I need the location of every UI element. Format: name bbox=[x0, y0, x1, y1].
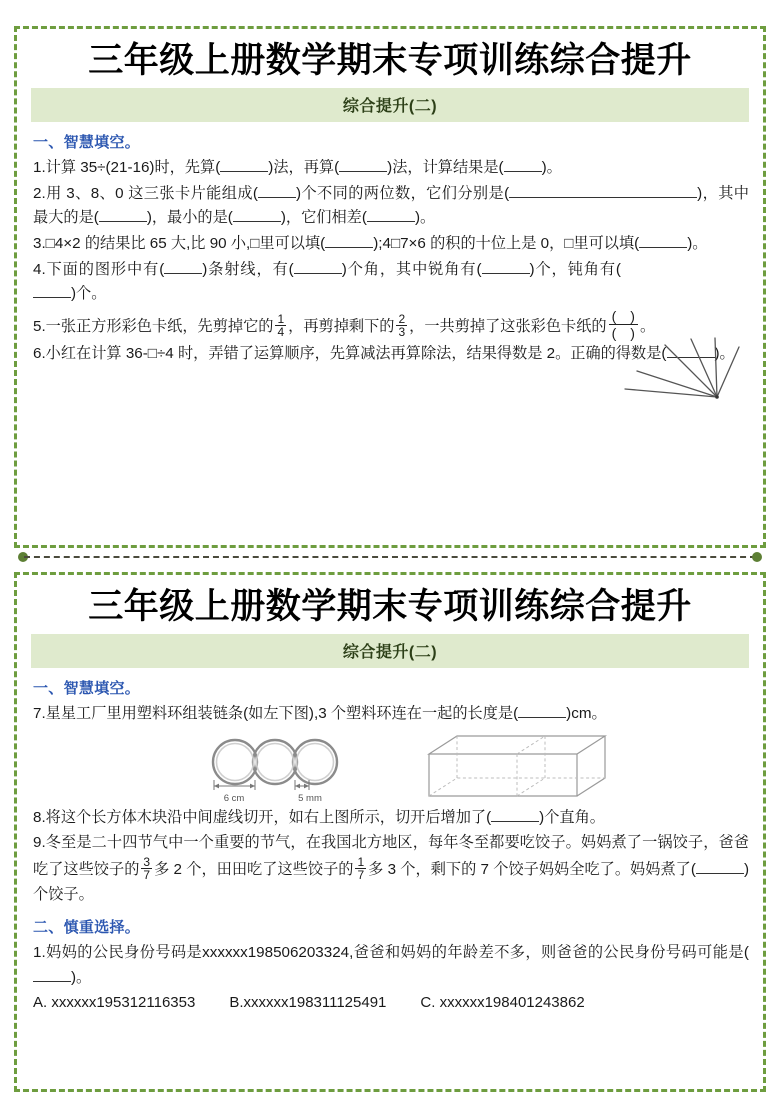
answer-blank[interactable] bbox=[33, 981, 71, 982]
answer-blank[interactable] bbox=[639, 247, 687, 248]
choice-question-1 bbox=[33, 941, 749, 990]
question-2-part-1: 2.用 3、8、0 这三张卡片能组成( bbox=[33, 184, 258, 202]
question-8 bbox=[33, 806, 749, 831]
question-5-part-2: ，再剪掉剩下的 bbox=[288, 318, 395, 336]
question-9-part-2: 多 2 个，田田吃了这些饺子的 bbox=[154, 860, 354, 878]
question-1-part-1: 1.计算 35÷(21-16)时，先算( bbox=[33, 159, 221, 177]
question-5-part-3: ，一共剪掉了这张彩色卡纸的 bbox=[409, 318, 607, 336]
answer-fraction-blank[interactable]: $\frac{( )}{( )}$ bbox=[609, 308, 638, 341]
worksheet-page-1 bbox=[14, 26, 766, 548]
cuboid-diagram-icon bbox=[417, 732, 617, 804]
choice-question-1-part-2: )。 bbox=[71, 968, 92, 986]
choice-option-a[interactable]: A. xxxxxx195312116353 bbox=[33, 994, 196, 1012]
answer-blank[interactable] bbox=[482, 273, 530, 274]
question-2-part-5: )，它们相差( bbox=[280, 209, 367, 227]
answer-blank[interactable] bbox=[339, 171, 387, 172]
question-6-part-2: )。 bbox=[714, 345, 735, 363]
answer-blank[interactable] bbox=[504, 171, 542, 172]
answer-blank[interactable] bbox=[696, 873, 744, 874]
page-title: 三年级上册数学期末专项训练综合提升 bbox=[88, 587, 692, 626]
answer-blank[interactable] bbox=[325, 247, 373, 248]
question-7-figures bbox=[31, 728, 749, 806]
answer-blank[interactable] bbox=[491, 821, 539, 822]
fraction-one-seventh: $\frac{1}{7}$ bbox=[357, 855, 365, 883]
rings-label-left: 6 cm bbox=[223, 792, 245, 804]
question-1 bbox=[33, 156, 749, 181]
answer-blank[interactable] bbox=[518, 717, 566, 718]
vertex-dot bbox=[715, 395, 719, 399]
question-9-part-1: 9.冬至是二十四节气中一个重要的节气，在我国北方地区，每年冬至都要吃饺子。妈妈煮了一锅饺子，爸爸吃了这些饺子的 bbox=[33, 834, 749, 878]
page-separator bbox=[18, 552, 762, 562]
question-2-part-3: )，其中最大的是( bbox=[33, 184, 749, 227]
question-4-part-4: )个，钝角有( bbox=[529, 260, 621, 278]
answer-blank[interactable] bbox=[367, 221, 415, 222]
rings-label-right: 5 mm bbox=[298, 792, 322, 804]
question-8-part-2: )个直角。 bbox=[539, 808, 605, 826]
question-3-part-1: 3.□4×2 的结果比 65 大,比 90 小,□里可以填( bbox=[33, 235, 326, 253]
choice-option-c[interactable]: C. xxxxxx198401243862 bbox=[420, 994, 585, 1012]
separator-line bbox=[24, 556, 756, 558]
answer-blank[interactable] bbox=[258, 197, 296, 198]
question-4-part-5: )个。 bbox=[71, 285, 107, 303]
answer-blank[interactable] bbox=[33, 297, 71, 298]
question-1-part-3: )法，计算结果是( bbox=[387, 159, 504, 177]
three-rings-icon bbox=[199, 736, 371, 804]
fraction-three-sevenths: $\frac{3}{7}$ bbox=[143, 855, 151, 883]
choice-question-1-part-1: 1.妈妈的公民身份号码是xxxxxx198506203324,爸爸和妈妈的年龄差不多，则爸爸的公民身份号码可能是( bbox=[33, 944, 749, 962]
question-1-part-2: )法，再算( bbox=[268, 159, 340, 177]
fraction-one-quarter: $\frac{1}{4}$ bbox=[277, 312, 285, 340]
answer-blank[interactable] bbox=[220, 171, 268, 172]
question-3-part-2: );4□7×6 的积的十位上是 0，□里可以填( bbox=[373, 235, 640, 253]
question-4-part-3: )个角，其中锐角有( bbox=[341, 260, 482, 278]
question-9-part-3: 多 3 个，剩下的 7 个饺子妈妈全吃了。妈妈煮了( bbox=[368, 860, 696, 878]
question-2 bbox=[33, 182, 749, 231]
question-4-part-2: )条射线，有( bbox=[202, 260, 294, 278]
separator-dot-right bbox=[752, 552, 762, 562]
answer-blank[interactable] bbox=[233, 221, 281, 222]
section-banner: 综合提升(二) bbox=[31, 634, 749, 668]
question-9 bbox=[33, 831, 749, 907]
answer-blank[interactable] bbox=[164, 273, 202, 274]
page-title: 三年级上册数学期末专项训练综合提升 bbox=[88, 41, 692, 80]
question-6-part-1: 6.小红在计算 36-□÷4 时，弄错了运算顺序，先算减法再算除法，结果得数是 2。正确的得数是( bbox=[33, 345, 667, 363]
question-4-part-1: 4.下面的图形中有( bbox=[33, 260, 165, 278]
question-7 bbox=[33, 702, 749, 727]
choice-option-b[interactable]: B.xxxxxx198311125491 bbox=[229, 994, 387, 1012]
rays-diagram-icon bbox=[621, 337, 741, 403]
question-4 bbox=[33, 258, 749, 307]
question-9-part-4: )个饺子。 bbox=[33, 860, 749, 903]
section-heading-fill-in-blanks: 一、智慧填空。 bbox=[33, 134, 141, 152]
section-banner: 综合提升(二) bbox=[31, 88, 749, 122]
question-7-part-2: )cm。 bbox=[566, 705, 607, 723]
question-8-part-1: 8.将这个长方体木块沿中间虚线切开，如右上图所示，切开后增加了( bbox=[33, 808, 492, 826]
worksheet-page-2 bbox=[14, 572, 766, 1092]
fraction-two-thirds: $\frac{2}{3}$ bbox=[398, 312, 406, 340]
question-1-part-4: )。 bbox=[541, 159, 562, 177]
question-3 bbox=[33, 232, 749, 257]
section-heading-fill-in-blanks: 一、智慧填空。 bbox=[33, 680, 141, 698]
question-2-part-2: )个不同的两位数，它们分别是( bbox=[295, 184, 510, 202]
question-5-part-1: 5.一张正方形彩色卡纸，先剪掉它的 bbox=[33, 318, 274, 336]
answer-blank[interactable] bbox=[509, 197, 659, 198]
cuboid-figure bbox=[417, 732, 617, 804]
answer-blank[interactable] bbox=[294, 273, 342, 274]
question-3-part-3: )。 bbox=[687, 235, 708, 253]
question-7-part-1: 7.星星工厂里用塑料环组装链条(如左下图),3 个塑料环连在一起的长度是( bbox=[33, 705, 519, 723]
question-2-part-4: )，最小的是( bbox=[146, 209, 233, 227]
section-heading-multiple-choice: 二、慎重选择。 bbox=[33, 919, 141, 937]
rays-figure bbox=[621, 337, 741, 403]
answer-blank[interactable] bbox=[99, 221, 147, 222]
question-2-part-6: )。 bbox=[414, 209, 436, 227]
question-5-part-4: 。 bbox=[639, 318, 656, 336]
choice-options bbox=[33, 994, 749, 1011]
answer-blank[interactable] bbox=[659, 197, 697, 198]
plastic-rings-figure bbox=[199, 736, 371, 804]
